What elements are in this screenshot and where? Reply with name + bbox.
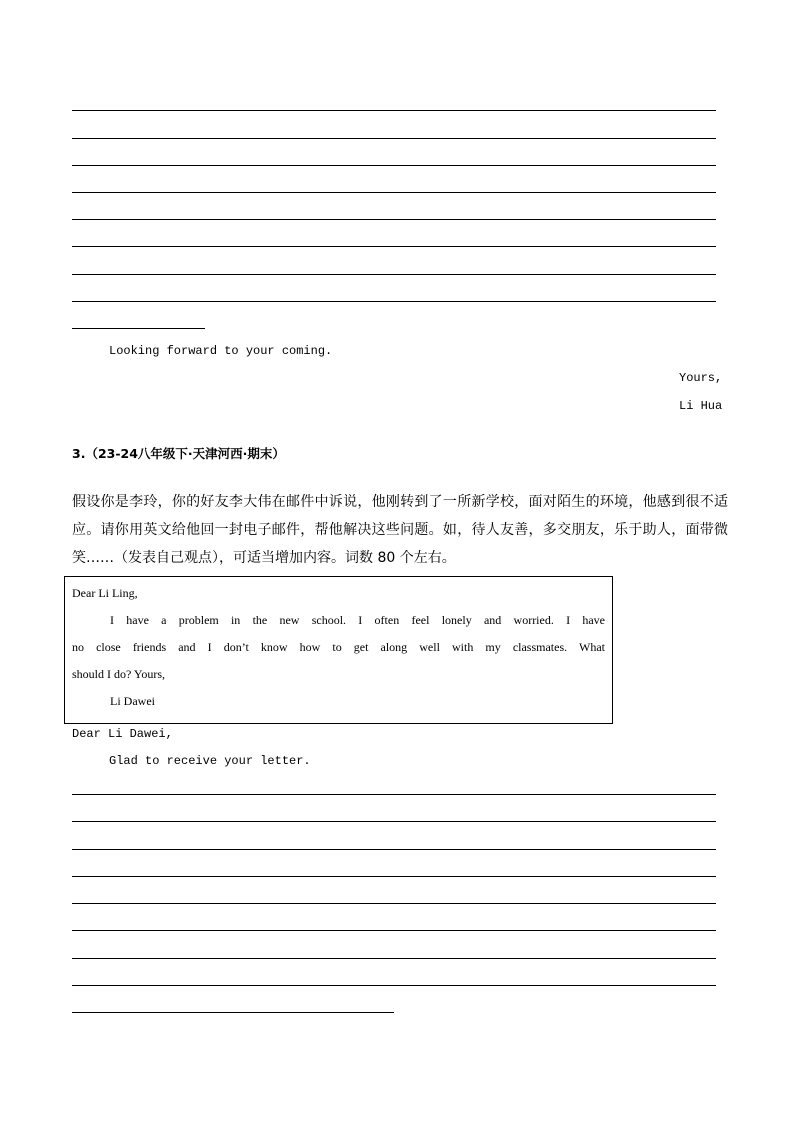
answer-line[interactable] bbox=[72, 930, 716, 931]
answer-line[interactable] bbox=[72, 985, 716, 986]
prompt-line: 假设你是李玲，你的好友李大伟在邮件中诉说，他刚转到了一所新学校，面对陌生的环境，他感到很不适 bbox=[72, 494, 728, 510]
reply-opening: Glad to receive your letter. bbox=[109, 754, 311, 768]
writing-line[interactable] bbox=[72, 110, 716, 111]
answer-line[interactable] bbox=[72, 876, 716, 877]
answer-line-short[interactable] bbox=[72, 1012, 394, 1013]
writing-line[interactable] bbox=[72, 301, 716, 302]
writing-line[interactable] bbox=[72, 165, 716, 166]
prompt-line: 笑……（发表自己观点），可适当增加内容。词数 80 个左右。 bbox=[72, 550, 456, 566]
answer-line[interactable] bbox=[72, 849, 716, 850]
given-letter-box bbox=[64, 576, 613, 724]
writing-line-short[interactable] bbox=[72, 328, 205, 329]
signature: Li Hua bbox=[679, 399, 723, 413]
writing-line[interactable] bbox=[72, 219, 716, 220]
writing-line[interactable] bbox=[72, 274, 716, 275]
answer-line[interactable] bbox=[72, 903, 716, 904]
given-signature: Li Dawei bbox=[110, 694, 155, 708]
given-body-line: no close friends and I don’t know how to get along well with my classmates. What bbox=[72, 640, 605, 654]
answer-line[interactable] bbox=[72, 794, 716, 795]
closing-line: Looking forward to your coming. bbox=[109, 344, 333, 358]
given-greeting: Dear Li Ling, bbox=[72, 586, 138, 600]
prompt-line: 应。请你用英文给他回一封电子邮件，帮他解决这些问题。如，待人友善，多交朋友，乐于助人，面带微 bbox=[72, 522, 728, 538]
writing-line[interactable] bbox=[72, 192, 716, 193]
given-body-line: should I do? Yours, bbox=[72, 667, 166, 681]
answer-line[interactable] bbox=[72, 958, 716, 959]
writing-line[interactable] bbox=[72, 246, 716, 247]
reply-greeting: Dear Li Dawei, bbox=[72, 727, 173, 741]
given-body-line: I have a problem in the new school. I often feel lonely and worried. I have bbox=[110, 613, 605, 627]
sign-off: Yours, bbox=[679, 371, 723, 385]
writing-line[interactable] bbox=[72, 138, 716, 139]
answer-line[interactable] bbox=[72, 821, 716, 822]
question-title: 3.（23-24八年级下·天津河西·期末） bbox=[72, 446, 285, 461]
